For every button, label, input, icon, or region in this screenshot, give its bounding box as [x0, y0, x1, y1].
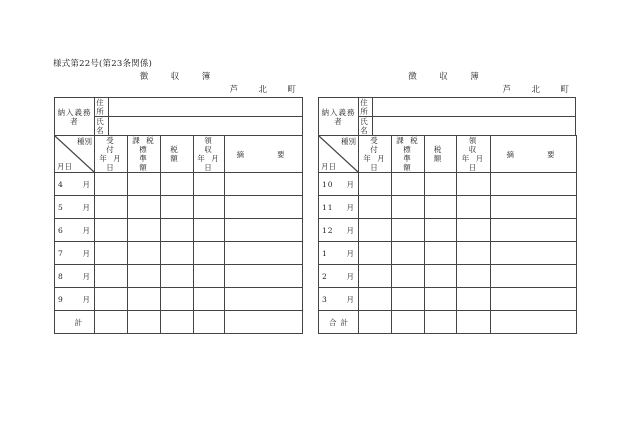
summary-cell[interactable] — [225, 173, 303, 196]
collected-date-cell[interactable] — [194, 196, 225, 219]
month-unit: 月 — [82, 179, 91, 189]
tax-base-cell[interactable] — [392, 196, 425, 219]
month-row — [55, 173, 303, 196]
collected-header-line2: 年 月 日 — [461, 154, 486, 173]
received-header-line2: 年 月 日 — [99, 154, 123, 173]
summary-cell[interactable] — [491, 242, 577, 265]
total-prefix: 合 — [329, 317, 337, 327]
month-cell — [55, 173, 95, 196]
month-number: 4 — [58, 179, 64, 189]
month-row — [55, 288, 303, 311]
received-header-line1: 受 付 — [370, 136, 399, 155]
total-tax-amount-cell[interactable] — [161, 311, 194, 334]
tax-amount-cell[interactable] — [425, 196, 457, 219]
tax-base-header-line1: 課 税 標 — [132, 136, 156, 155]
tax-base-cell[interactable] — [392, 173, 425, 196]
payer-label: 納入義務者 — [55, 98, 95, 136]
month-row — [55, 265, 303, 288]
kind-date-header — [319, 136, 359, 173]
summary-cell[interactable] — [225, 242, 303, 265]
total-row — [55, 311, 303, 334]
month-day-label: 月日 — [321, 162, 336, 172]
summary-header: 摘 要 — [491, 136, 577, 173]
received-date-header — [95, 136, 135, 173]
month-cell — [55, 288, 95, 311]
month-cell — [319, 219, 359, 242]
collected-date-cell[interactable] — [194, 173, 225, 196]
total-collected-cell[interactable] — [194, 311, 225, 334]
collected-header-line1: 領 収 — [204, 136, 233, 155]
summary-cell[interactable] — [491, 288, 577, 311]
name-label: 氏 名 — [96, 117, 118, 135]
month-cell — [319, 288, 359, 311]
tax-amount-cell[interactable] — [161, 173, 194, 196]
tax-base-cell[interactable] — [128, 288, 161, 311]
tax-base-cell[interactable] — [392, 265, 425, 288]
total-label: 計 — [340, 317, 348, 327]
received-header-line2: 年 月 日 — [363, 154, 387, 173]
month-row — [319, 219, 577, 242]
month-unit: 月 — [346, 294, 355, 304]
collected-date-cell[interactable] — [457, 219, 491, 242]
month-number: 11 — [322, 202, 334, 212]
name-field[interactable] — [109, 117, 303, 136]
summary-cell[interactable] — [491, 196, 577, 219]
received-date-cell[interactable] — [359, 196, 392, 219]
month-unit: 月 — [346, 202, 355, 212]
month-number: 5 — [58, 202, 64, 212]
tax-base-cell[interactable] — [128, 173, 161, 196]
received-date-cell[interactable] — [95, 242, 128, 265]
month-row — [319, 242, 577, 265]
month-number: 6 — [58, 225, 64, 235]
address-label: 住 所 — [96, 98, 118, 116]
tax-amount-cell[interactable] — [161, 265, 194, 288]
month-row — [319, 265, 577, 288]
received-date-header — [359, 136, 399, 173]
received-header-line1: 受 付 — [106, 136, 135, 155]
ledger-title: 徴 収 簿 — [139, 72, 218, 82]
ledger-right — [318, 71, 576, 334]
tax-amount-cell[interactable] — [161, 219, 194, 242]
kind-label: 種別 — [341, 137, 356, 147]
tax-amount-cell[interactable] — [161, 242, 194, 265]
month-number: 12 — [322, 225, 334, 235]
month-unit: 月 — [82, 225, 91, 235]
received-date-cell[interactable] — [359, 242, 392, 265]
summary-cell[interactable] — [491, 265, 577, 288]
month-unit: 月 — [346, 271, 355, 281]
ledger-title: 徴 収 簿 — [408, 72, 486, 82]
tax-base-cell[interactable] — [128, 219, 161, 242]
tax-amount-cell[interactable] — [425, 242, 457, 265]
total-received-cell[interactable] — [359, 311, 392, 334]
month-cell — [319, 196, 359, 219]
month-number: 3 — [322, 294, 328, 304]
collected-date-cell[interactable] — [457, 288, 491, 311]
address-label: 住 所 — [360, 98, 382, 116]
month-cell — [319, 242, 359, 265]
collected-date-cell[interactable] — [457, 242, 491, 265]
total-tax-base-cell[interactable] — [392, 311, 425, 334]
summary-cell[interactable] — [225, 265, 303, 288]
tax-amount-cell[interactable] — [425, 219, 457, 242]
collected-date-cell[interactable] — [194, 219, 225, 242]
collection-table — [318, 135, 577, 334]
tax-base-header-line2: 準 額 — [139, 154, 168, 173]
month-unit: 月 — [82, 248, 91, 258]
month-cell — [55, 196, 95, 219]
tax-amount-cell[interactable] — [161, 196, 194, 219]
collected-date-cell[interactable] — [194, 265, 225, 288]
kind-date-header — [55, 136, 95, 173]
total-summary-cell[interactable] — [491, 311, 577, 334]
form-number: 様式第22号(第23条関係) — [53, 59, 153, 69]
month-row — [319, 173, 577, 196]
collected-date-cell[interactable] — [194, 288, 225, 311]
collected-date-cell[interactable] — [457, 265, 491, 288]
tax-amount-cell[interactable] — [425, 173, 457, 196]
month-number: 9 — [58, 294, 64, 304]
total-tax-amount-cell[interactable] — [425, 311, 457, 334]
total-tax-base-cell[interactable] — [128, 311, 161, 334]
month-unit: 月 — [82, 294, 91, 304]
month-number: 8 — [58, 271, 64, 281]
header-row — [55, 136, 303, 173]
payer-table — [318, 97, 576, 136]
town-name: 芦 北 町 — [502, 85, 575, 95]
total-label-cell — [319, 311, 359, 334]
collected-date-cell[interactable] — [194, 242, 225, 265]
tax-base-cell[interactable] — [128, 242, 161, 265]
month-number: 1 — [322, 248, 328, 258]
tax-base-cell[interactable] — [392, 242, 425, 265]
summary-header: 摘 要 — [225, 136, 303, 173]
received-date-cell[interactable] — [359, 265, 392, 288]
month-row — [55, 196, 303, 219]
collected-header-line1: 領 収 — [468, 136, 498, 155]
kind-label: 種別 — [77, 137, 92, 147]
received-date-cell[interactable] — [95, 265, 128, 288]
tax-base-header — [128, 136, 168, 173]
tax-base-cell[interactable] — [392, 288, 425, 311]
received-date-cell[interactable] — [359, 173, 392, 196]
collected-header-line2: 年 月 日 — [197, 154, 221, 173]
month-cell — [55, 219, 95, 242]
collected-date-header — [457, 136, 498, 173]
month-cell — [319, 265, 359, 288]
tax-amount-cell[interactable] — [161, 288, 194, 311]
total-collected-cell[interactable] — [457, 311, 491, 334]
month-cell — [55, 265, 95, 288]
month-unit: 月 — [346, 248, 355, 258]
tax-base-header — [392, 136, 432, 173]
month-row — [55, 219, 303, 242]
name-field[interactable] — [373, 117, 576, 136]
total-row — [319, 311, 577, 334]
tax-amount-header: 税 額 — [425, 136, 457, 173]
address-field[interactable] — [109, 98, 303, 117]
total-label-cell — [55, 311, 95, 334]
collected-date-cell[interactable] — [457, 173, 491, 196]
summary-cell[interactable] — [491, 173, 577, 196]
received-date-cell[interactable] — [359, 219, 392, 242]
received-date-cell[interactable] — [95, 173, 128, 196]
summary-cell[interactable] — [491, 219, 577, 242]
header-row — [319, 136, 577, 173]
tax-base-cell[interactable] — [392, 219, 425, 242]
total-received-cell[interactable] — [95, 311, 128, 334]
summary-cell[interactable] — [225, 288, 303, 311]
tax-amount-header: 税 額 — [161, 136, 194, 173]
tax-amount-cell[interactable] — [425, 288, 457, 311]
month-unit: 月 — [82, 202, 91, 212]
town-name: 芦 北 町 — [229, 85, 302, 95]
month-number: 10 — [322, 179, 334, 189]
tax-base-header-line1: 課 税 標 — [396, 136, 420, 155]
total-summary-cell[interactable] — [225, 311, 303, 334]
month-unit: 月 — [346, 225, 355, 235]
received-date-cell[interactable] — [95, 288, 128, 311]
month-day-label: 月日 — [57, 162, 72, 172]
month-unit: 月 — [346, 179, 355, 189]
received-date-cell[interactable] — [95, 219, 128, 242]
total-label: 計 — [74, 317, 83, 327]
ledger-left — [54, 71, 303, 334]
name-label: 氏 名 — [360, 117, 382, 135]
month-cell — [319, 173, 359, 196]
payer-table — [54, 97, 303, 136]
collected-date-cell[interactable] — [457, 196, 491, 219]
tax-base-header-line2: 準 額 — [403, 154, 432, 173]
month-unit: 月 — [82, 271, 91, 281]
address-field[interactable] — [373, 98, 576, 117]
month-row — [319, 288, 577, 311]
month-number: 2 — [322, 271, 328, 281]
month-row — [55, 242, 303, 265]
collection-table — [54, 135, 303, 334]
summary-cell[interactable] — [225, 219, 303, 242]
received-date-cell[interactable] — [95, 196, 128, 219]
collected-date-header — [194, 136, 233, 173]
month-cell — [55, 242, 95, 265]
received-date-cell[interactable] — [359, 288, 392, 311]
month-row — [319, 196, 577, 219]
tax-base-cell[interactable] — [128, 196, 161, 219]
summary-cell[interactable] — [225, 196, 303, 219]
month-number: 7 — [58, 248, 64, 258]
payer-label: 納入義務者 — [319, 98, 359, 136]
tax-base-cell[interactable] — [128, 265, 161, 288]
tax-amount-cell[interactable] — [425, 265, 457, 288]
